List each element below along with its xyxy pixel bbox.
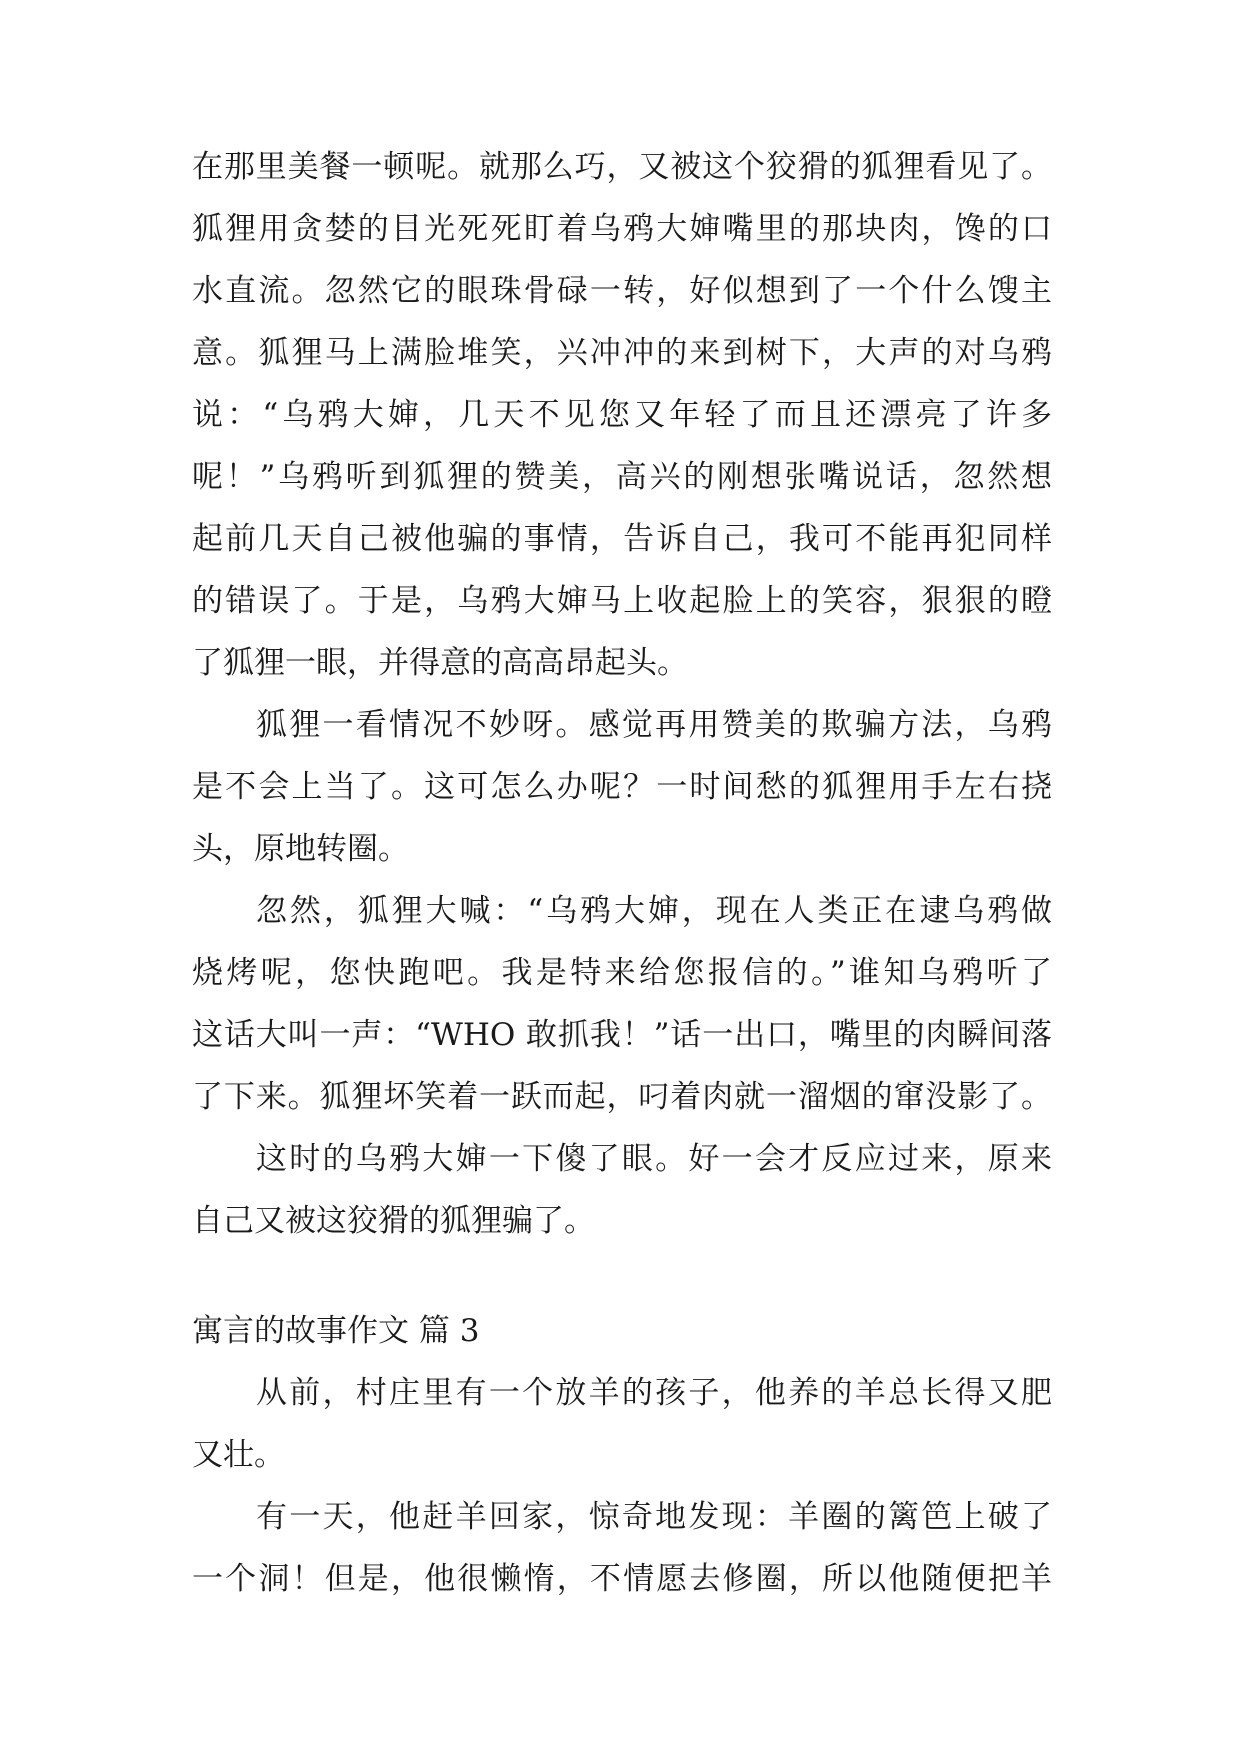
text-line: 有一天，他赶羊回家，惊奇地发现：羊圈的篱笆上破了 xyxy=(256,1499,1052,1535)
text-line: 了狐狸一眼，并得意的高高昂起头。 xyxy=(192,645,688,681)
text-line: 忽然，狐狸大喊：“乌鸦大婶，现在人类正在逮乌鸦做 xyxy=(256,893,1052,929)
text-line: 说：“乌鸦大婶，几天不见您又年轻了而且还漂亮了许多 xyxy=(192,397,1052,433)
text-line: 了下来。狐狸坏笑着一跃而起，叼着肉就一溜烟的窜没影了。 xyxy=(192,1079,1052,1115)
text-line: 又壮。 xyxy=(192,1437,285,1473)
text-line: 呢！”乌鸦听到狐狸的赞美，高兴的刚想张嘴说话，忽然想 xyxy=(192,459,1052,495)
text-line: 一个洞！但是，他很懒惰，不情愿去修圈，所以他随便把羊 xyxy=(192,1561,1052,1597)
text-line: 这时的乌鸦大婶一下傻了眼。好一会才反应过来，原来 xyxy=(256,1141,1052,1177)
text-line: 意。狐狸马上满脸堆笑，兴冲冲的来到树下，大声的对乌鸦 xyxy=(192,335,1052,371)
text-line: 从前，村庄里有一个放羊的孩子，他养的羊总长得又肥 xyxy=(256,1375,1052,1411)
text-line: 头，原地转圈。 xyxy=(192,831,409,867)
text-line: 是不会上当了。这可怎么办呢？一时间愁的狐狸用手左右挠 xyxy=(192,769,1052,805)
text-line: 狐狸用贪婪的目光死死盯着乌鸦大婶嘴里的那块肉，馋的口 xyxy=(192,211,1052,247)
text-line: 狐狸一看情况不妙呀。感觉再用赞美的欺骗方法，乌鸦 xyxy=(256,707,1052,743)
text-line: 的错误了。于是，乌鸦大婶马上收起脸上的笑容，狠狠的瞪 xyxy=(192,583,1052,619)
text-line: 水直流。忽然它的眼珠骨碌一转，好似想到了一个什么馊主 xyxy=(192,273,1052,309)
text-line: 自己又被这狡猾的狐狸骗了。 xyxy=(192,1203,595,1239)
text-line: 这话大叫一声：“WHO 敢抓我！”话一出口，嘴里的肉瞬间落 xyxy=(192,1017,1052,1053)
text-line: 起前几天自己被他骗的事情，告诉自己，我可不能再犯同样 xyxy=(192,521,1052,557)
text-line: 在那里美餐一顿呢。就那么巧，又被这个狡猾的狐狸看见了。 xyxy=(192,149,1052,185)
text-line: 烧烤呢，您快跑吧。我是特来给您报信的。”谁知乌鸦听了 xyxy=(192,955,1052,991)
section-heading: 寓言的故事作文 篇 3 xyxy=(192,1313,480,1349)
